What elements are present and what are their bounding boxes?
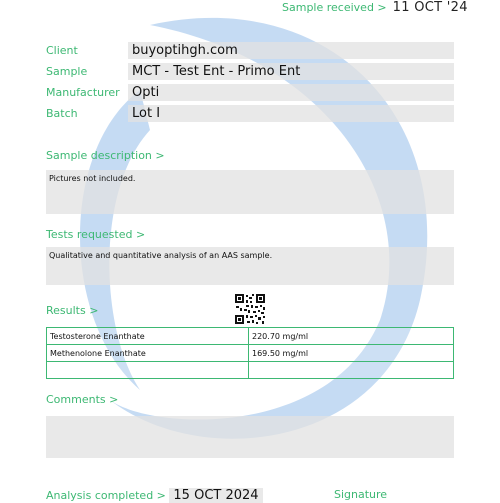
sample-received-label: Sample received > [282,1,387,14]
field-value: Opti [128,84,454,101]
field-value: buyoptihgh.com [128,42,454,59]
table-row [47,362,454,379]
compound-cell: Methenolone Enanthate [47,345,249,362]
signature [334,488,387,501]
field-label: Client [46,44,78,57]
tests-requested-title: Tests requested > [46,228,146,241]
field-label: Batch [46,107,78,120]
table-row [47,345,454,362]
amount-cell: 220.70 mg/ml [249,328,454,345]
compound-cell [47,362,249,379]
analysis-completed [46,488,263,503]
sample-received-date: 11 OCT '24 [392,0,468,15]
amount-cell [249,362,454,379]
field-manufacturer [46,84,454,101]
tests-requested-box [46,247,454,285]
sample-description-text: Pictures not included. [49,174,136,183]
tests-requested-text: Qualitative and quantitative analysis of an AAS sample. [49,251,273,260]
amount-cell: 169.50 mg/ml [249,345,454,362]
results-title: Results > [46,304,99,317]
compound-cell: Testosterone Enanthate [47,328,249,345]
field-client [46,42,454,59]
analysis-completed-label: Analysis completed > [46,489,166,502]
field-batch [46,105,454,122]
comments-title: Comments > [46,393,119,406]
signature-label: Signature [334,488,388,501]
sample-description-box [46,170,454,214]
sample-description-title: Sample description > [46,149,165,162]
results-table [46,327,454,379]
field-label: Sample [46,65,88,78]
sample-received-header [282,0,468,15]
qr-code-icon [234,293,266,325]
field-label: Manufacturer [46,86,120,99]
comments-box [46,416,454,458]
field-sample [46,63,454,80]
field-value: MCT - Test Ent - Primo Ent [128,63,454,80]
field-value: Lot I [128,105,454,122]
analysis-completed-date: 15 OCT 2024 [169,488,262,503]
table-row [47,328,454,345]
